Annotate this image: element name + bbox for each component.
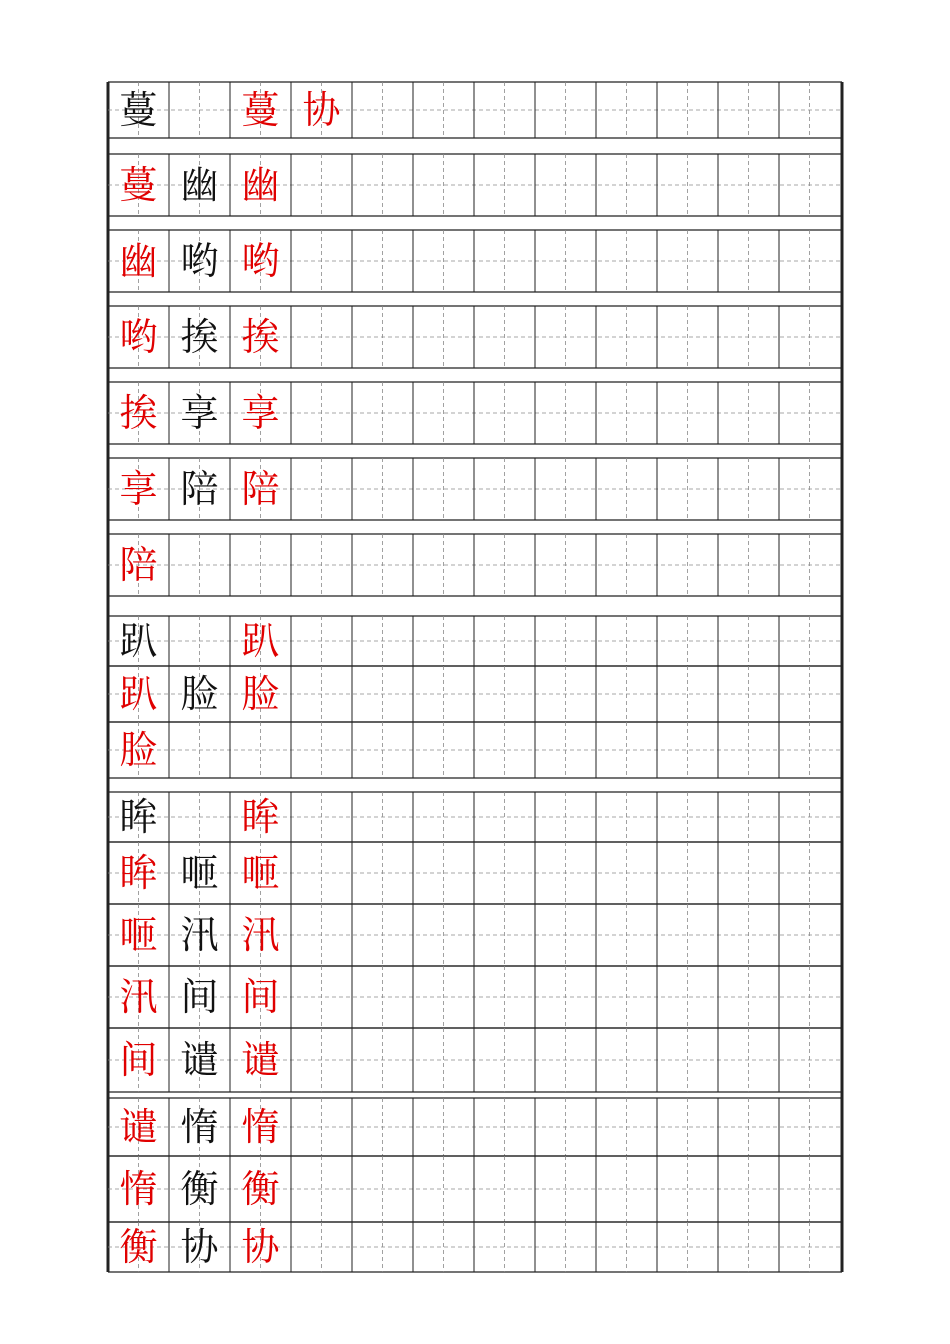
practice-char: 谴	[241, 1038, 280, 1082]
practice-char: 挨	[119, 391, 158, 435]
practice-char: 脸	[119, 728, 158, 772]
practice-char: 咂	[241, 851, 280, 895]
practice-char: 脸	[180, 672, 219, 716]
practice-char: 哟	[119, 315, 158, 359]
practice-char: 哟	[180, 239, 219, 283]
practice-char: 幽	[241, 163, 280, 207]
practice-char: 汛	[119, 975, 158, 1019]
practice-char: 咂	[180, 851, 219, 895]
practice-char: 陪	[241, 467, 280, 511]
practice-char: 汛	[241, 913, 280, 957]
practice-char: 眸	[119, 851, 158, 895]
practice-char: 惰	[241, 1105, 280, 1149]
practice-char: 蔓	[119, 88, 158, 132]
practice-char: 幽	[180, 163, 219, 207]
practice-char: 惰	[119, 1167, 158, 1211]
practice-char: 眸	[119, 795, 158, 839]
practice-char: 趴	[241, 619, 280, 663]
practice-char: 汛	[180, 913, 219, 957]
practice-char: 眸	[241, 795, 280, 839]
practice-char: 协	[241, 1225, 280, 1269]
writing-practice-sheet	[108, 82, 842, 1272]
practice-char: 谴	[119, 1105, 158, 1149]
practice-char: 蔓	[119, 163, 158, 207]
practice-char: 衡	[241, 1167, 280, 1211]
practice-char: 趴	[119, 619, 158, 663]
practice-char: 挨	[241, 315, 280, 359]
practice-char: 间	[119, 1038, 158, 1082]
practice-char: 脸	[241, 672, 280, 716]
practice-char: 挨	[180, 315, 219, 359]
practice-char: 陪	[180, 467, 219, 511]
practice-char: 享	[180, 391, 219, 435]
practice-char: 间	[241, 975, 280, 1019]
practice-char: 陪	[119, 543, 158, 587]
practice-char: 趴	[119, 672, 158, 716]
practice-char: 哟	[241, 239, 280, 283]
practice-char: 惰	[180, 1105, 219, 1149]
practice-char: 衡	[119, 1225, 158, 1269]
practice-char: 咂	[119, 913, 158, 957]
practice-char: 衡	[180, 1167, 219, 1211]
practice-char: 协	[302, 88, 341, 132]
practice-char: 享	[241, 391, 280, 435]
practice-char: 协	[180, 1225, 219, 1269]
practice-char: 享	[119, 467, 158, 511]
practice-char: 幽	[119, 239, 158, 283]
practice-char: 蔓	[241, 88, 280, 132]
practice-char: 谴	[180, 1038, 219, 1082]
practice-char: 间	[180, 975, 219, 1019]
